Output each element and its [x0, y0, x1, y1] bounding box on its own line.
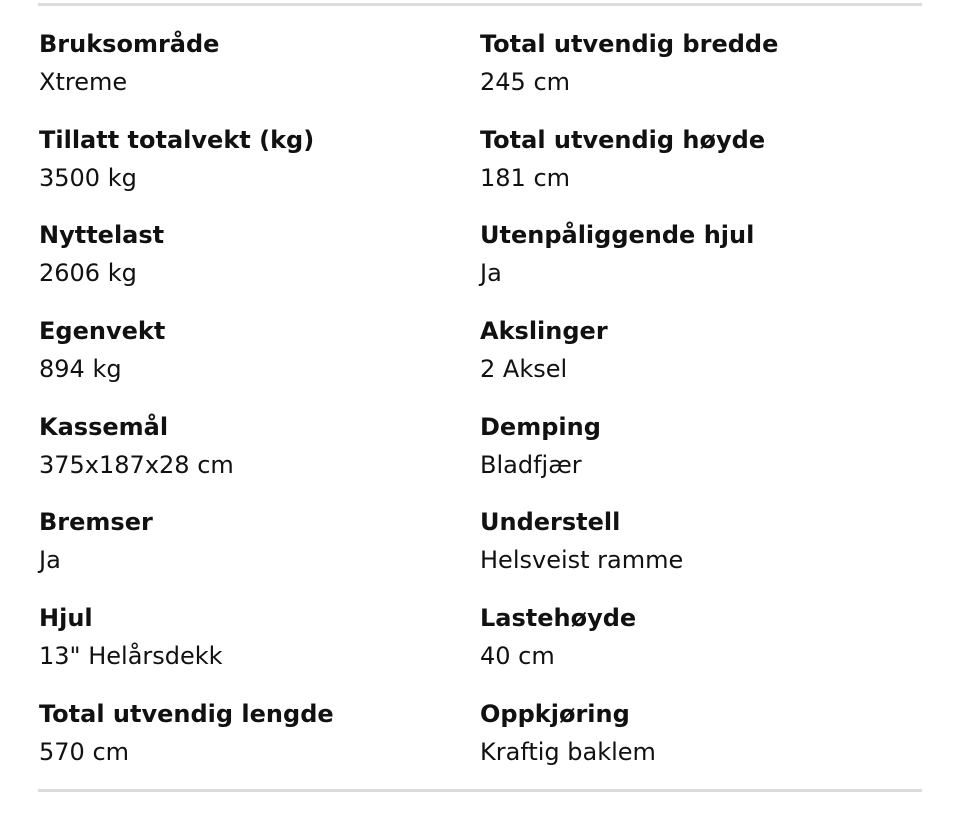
- spec-item-hjul: [39, 598, 480, 694]
- spec-label: Understell: [480, 508, 621, 537]
- bottom-divider: [38, 789, 922, 792]
- spec-value: 570 cm: [39, 737, 130, 766]
- spec-label: Oppkjøring: [480, 699, 630, 728]
- spec-label: Total utvendig lengde: [39, 699, 334, 728]
- spec-item-demping: [480, 407, 922, 503]
- spec-value: 375x187x28 cm: [39, 450, 234, 479]
- spec-value: 181 cm: [480, 163, 571, 192]
- spec-value: 2606 kg: [39, 259, 137, 288]
- spec-value: 40 cm: [480, 642, 555, 671]
- spec-value: Kraftig baklem: [480, 737, 656, 766]
- spec-value: 3500 kg: [39, 163, 137, 192]
- spec-item-akslinger: [480, 311, 922, 407]
- spec-item-total-utvendig-hoyde: [480, 120, 922, 216]
- spec-item-kassemal: [39, 407, 480, 503]
- spec-value: Helsveist ramme: [480, 546, 684, 575]
- spec-item-lastehoyde: [480, 598, 922, 694]
- spec-label: Egenvekt: [39, 317, 166, 346]
- spec-label: Total utvendig bredde: [480, 30, 779, 58]
- spec-label: Bremser: [39, 508, 153, 537]
- spec-value: 894 kg: [39, 355, 122, 384]
- spec-label: Tillatt totalvekt (kg): [39, 125, 315, 154]
- spec-item-total-utvendig-bredde: [480, 24, 922, 120]
- spec-label: Total utvendig høyde: [480, 125, 766, 154]
- spec-label: Nyttelast: [39, 221, 165, 250]
- spec-value: Ja: [39, 546, 61, 575]
- spec-label: Utenpåliggende hjul: [480, 221, 755, 250]
- top-divider: [38, 3, 922, 6]
- spec-value: 13" Helårsdekk: [39, 642, 223, 671]
- spec-item-egenvekt: [39, 311, 480, 407]
- spec-item-utenpaliggende-hjul: [480, 215, 922, 311]
- spec-label: Kassemål: [39, 412, 169, 441]
- specifications-list: [39, 24, 922, 790]
- spec-value: 245 cm: [480, 68, 571, 96]
- spec-label: Akslinger: [480, 317, 608, 346]
- spec-item-nyttelast: [39, 215, 480, 311]
- spec-item-bruksomrade: [39, 24, 480, 120]
- spec-label: Lastehøyde: [480, 604, 637, 633]
- spec-item-oppkjoring: [480, 694, 922, 790]
- spec-label: Bruksområde: [39, 30, 220, 58]
- spec-item-total-utvendig-lengde: [39, 694, 480, 790]
- spec-label: Hjul: [39, 604, 93, 633]
- spec-item-tillatt-totalvekt: [39, 120, 480, 216]
- spec-label: Demping: [480, 412, 601, 441]
- spec-value: Bladfjær: [480, 450, 582, 479]
- spec-value: 2 Aksel: [480, 355, 568, 384]
- spec-item-understell: [480, 502, 922, 598]
- spec-value: Ja: [480, 259, 502, 288]
- spec-item-bremser: [39, 502, 480, 598]
- spec-value: Xtreme: [39, 68, 128, 96]
